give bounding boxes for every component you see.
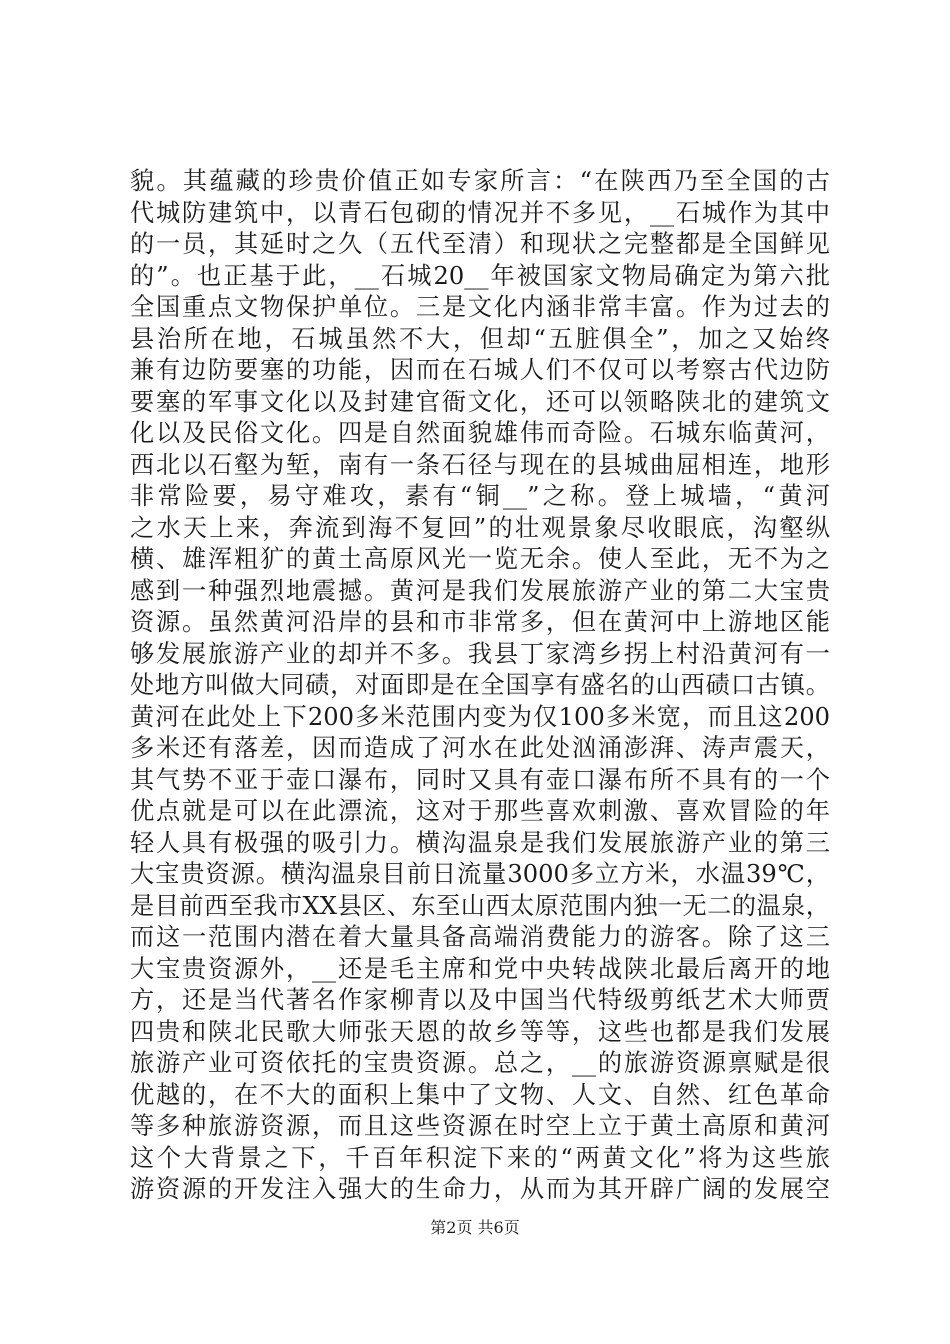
text-line: 貌。其蕴藏的珍贵价值正如专家所言：“在陕西乃至全国的古 (130, 167, 830, 195)
text-line: 这个大背景之下，千百年积淀下来的“两黄文化”将为这些旅 (130, 1143, 830, 1172)
text-line: 等多种旅游资源，而且这些资源在时空上立于黄土高原和黄河 (130, 1112, 830, 1140)
text-line: 优点就是可以在此漂流，这对于那些喜欢刺激、喜欢冒险的年 (130, 797, 830, 825)
text-line: 横、雄浑粗犷的黄土高原风光一览无余。使人至此，无不为之 (130, 545, 830, 573)
page-footer (0, 1215, 950, 1238)
text-line: 游资源的开发注入强大的生命力，从而为其开辟广阔的发展空 (130, 1175, 830, 1203)
text-line: 处地方叫做大同碛，对面即是在全国享有盛名的山西碛口古镇。 (130, 671, 830, 699)
text-line: 感到一种强烈地震撼。黄河是我们发展旅游产业的第二大宝贵 (130, 576, 830, 605)
text-line: 化以及民俗文化。四是自然面貌雄伟而奇险。石城东临黄河， (130, 419, 830, 447)
text-line: 的一员，其延时之久（五代至清）和现状之完整都是全国鲜见 (130, 230, 830, 258)
text-line: 县治所在地，石城虽然不大，但却“五脏俱全”，加之又始终 (130, 324, 830, 353)
text-line: 大宝贵资源外，__还是毛主席和党中央转战陕北最后离开的地 (130, 954, 830, 983)
text-line: 兼有边防要塞的功能，因而在石城人们不仅可以考察古代边防 (130, 356, 830, 384)
text-line: 资源。虽然黄河沿岸的县和市非常多，但在黄河中上游地区能 (130, 608, 830, 636)
text-line: 优越的，在不大的面积上集中了文物、人文、自然、红色革命 (130, 1080, 830, 1109)
text-line: 轻人具有极强的吸引力。横沟温泉是我们发展旅游产业的第三 (130, 828, 830, 857)
text-line: 非常险要，易守难攻，素有“铜__”之称。登上城墙，“黄河 (130, 482, 830, 510)
text-line: 而这一范围内潜在着大量具备高端消费能力的游客。除了这三 (130, 923, 830, 951)
text-line: 四贵和陕北民歌大师张天恩的故乡等等，这些也都是我们发展 (130, 1017, 830, 1046)
text-line: 要塞的军事文化以及封建官衙文化，还可以领略陕北的建筑文 (130, 387, 830, 416)
text-line: 西北以石壑为堑，南有一条石径与现在的县城曲屈相连，地形 (130, 450, 830, 479)
text-line: 多米还有落差，因而造成了河水在此处汹涌澎湃、涛声震天， (130, 734, 830, 762)
text-line: 全国重点文物保护单位。三是文化内涵非常丰富。作为过去的 (130, 293, 830, 321)
text-line: 其气势不亚于壶口瀑布，同时又具有壶口瀑布所不具有的一个 (130, 765, 830, 794)
text-line: 旅游产业可资依托的宝贵资源。总之，__的旅游资源禀赋是很 (130, 1049, 830, 1077)
text-line: 够发展旅游产业的却并不多。我县丁家湾乡拐上村沿黄河有一 (130, 639, 830, 668)
text-line: 代城防建筑中，以青石包砌的情况并不多见，__石城作为其中 (130, 198, 830, 227)
text-line: 是目前西至我市XX县区、东至山西太原范围内独一无二的温泉， (130, 891, 830, 920)
text-line: 大宝贵资源。横沟温泉目前日流量3000多立方米，水温39℃， (130, 860, 830, 888)
text-line: 的”。也正基于此，__石城20__年被国家文物局确定为第六批 (130, 261, 830, 290)
text-line: 方，还是当代著名作家柳青以及中国当代特级剪纸艺术大师贾 (130, 986, 830, 1014)
page-number-label: 第2页 共6页 (430, 1218, 520, 1237)
text-line: 黄河在此处上下200多米范围内变为仅100多米宽，而且这200 (130, 702, 830, 731)
text-line: 之水天上来，奔流到海不复回”的壮观景象尽收眼底，沟壑纵 (130, 513, 830, 542)
body-text (130, 166, 830, 1206)
